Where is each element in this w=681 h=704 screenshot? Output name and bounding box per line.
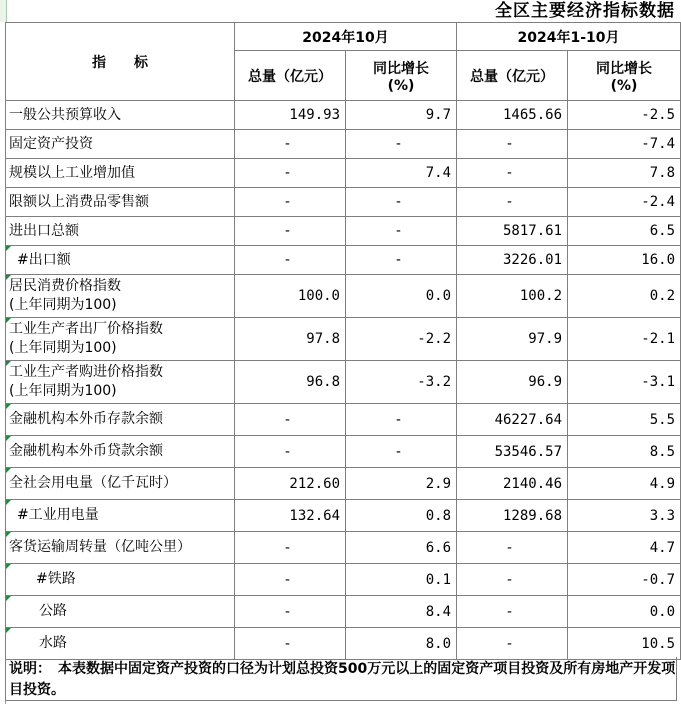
indicator-name-cell[interactable] [6,246,235,275]
cell-comment-marker-icon [6,404,11,409]
ytd-yoy-cell[interactable]: -2.1 [568,318,681,361]
header-row-periods [6,23,681,51]
period-month-header[interactable]: 2024年10月 [235,23,457,51]
indicator-name: 限额以上消费品零售额 [9,193,149,210]
indicator-name: #工业用电量 [17,507,99,523]
sheet-title: 全区主要经济指标数据 [495,1,675,21]
ytd-yoy-cell[interactable]: 3.3 [568,500,681,532]
yoy-label: 同比增长 [596,60,653,77]
ytd-total-cell[interactable]: 2140.46 [457,468,568,500]
table-row [6,318,681,361]
indicator-table [5,22,681,660]
indicator-name: 一般公共预算收入 [9,106,121,123]
table-row [6,217,681,246]
ytd-total-cell[interactable]: - [457,532,568,564]
cell-comment-marker-icon [6,564,11,569]
indicator-name: 工业生产者购进价格指数 [9,364,163,380]
indicator-name-cell[interactable] [6,596,235,628]
month-total-cell[interactable]: - [235,246,346,275]
ytd-yoy-header[interactable] [568,51,681,101]
month-yoy-cell[interactable]: 9.7 [346,101,457,130]
month-total-cell[interactable]: - [235,436,346,468]
month-yoy-cell[interactable]: 7.4 [346,159,457,188]
indicator-name-note: (上年同期为100) [9,340,117,356]
month-yoy-cell[interactable]: - [346,217,457,246]
ytd-yoy-cell[interactable]: 4.9 [568,468,681,500]
table-row [6,500,681,532]
indicator-name-cell[interactable] [6,130,235,159]
ytd-total-cell[interactable]: 1465.66 [457,101,568,130]
ytd-yoy-cell[interactable]: -2.5 [568,101,681,130]
table-row [6,101,681,130]
month-yoy-cell[interactable]: -3.2 [346,361,457,404]
indicator-name: 居民消费价格指数 [9,278,121,294]
indicator-name: #铁路 [36,571,76,587]
month-yoy-cell[interactable]: 0.1 [346,564,457,596]
indicator-name-cell[interactable] [6,532,235,564]
cell-comment-marker-icon [6,468,11,473]
ytd-yoy-cell[interactable]: -2.4 [568,188,681,217]
month-yoy-cell[interactable]: 8.4 [346,596,457,628]
table-row [6,188,681,217]
ytd-yoy-cell[interactable]: -0.7 [568,564,681,596]
table-row [6,436,681,468]
table-row [6,628,681,660]
ytd-total-header[interactable]: 总量（亿元） [457,51,568,101]
indicator-name-cell[interactable] [6,217,235,246]
ytd-yoy-cell[interactable]: 6.5 [568,217,681,246]
table-row [6,130,681,159]
table-row [6,596,681,628]
ytd-yoy-cell[interactable]: 16.0 [568,246,681,275]
indicator-name-cell[interactable] [6,101,235,130]
month-total-cell[interactable]: - [235,404,346,436]
indicator-name-cell[interactable] [6,436,235,468]
ytd-yoy-cell[interactable]: 10.5 [568,628,681,660]
table-row [6,246,681,275]
indicator-name-cell[interactable] [6,564,235,596]
month-yoy-cell[interactable]: 0.8 [346,500,457,532]
month-total-cell[interactable]: 100.0 [235,275,346,318]
ytd-total-cell[interactable]: 1289.68 [457,500,568,532]
indicator-name: 金融机构本外币贷款余额 [9,443,163,459]
indicator-name: 全社会用电量（亿千瓦时） [9,475,177,491]
ytd-total-cell[interactable]: 5817.61 [457,217,568,246]
yoy-label: 同比增长 [373,60,429,77]
month-total-cell[interactable]: - [235,532,346,564]
month-total-cell[interactable]: - [235,159,346,188]
table-row [6,532,681,564]
ytd-total-cell[interactable]: - [457,564,568,596]
ytd-total-cell[interactable]: - [457,188,568,217]
title-row [0,0,681,23]
yoy-unit: (%) [610,77,638,94]
cell-comment-marker-icon [6,500,11,505]
cell-comment-marker-icon [6,436,11,441]
month-total-cell[interactable]: 97.8 [235,318,346,361]
ytd-yoy-cell[interactable]: 4.7 [568,532,681,564]
month-total-cell[interactable]: 149.93 [235,101,346,130]
cell-comment-marker-icon [6,628,11,633]
month-total-cell[interactable]: 212.60 [235,468,346,500]
ytd-total-cell[interactable]: 53546.57 [457,436,568,468]
indicator-name: 客货运输周转量（亿吨公里） [9,539,191,555]
yoy-unit: (%) [387,77,415,94]
ytd-yoy-cell[interactable]: 7.8 [568,159,681,188]
month-yoy-cell[interactable]: 0.0 [346,275,457,318]
indicator-name-note: (上年同期为100) [9,383,117,399]
indicator-name: 工业生产者出厂价格指数 [9,321,163,337]
ytd-total-cell[interactable]: - [457,596,568,628]
indicator-name-cell[interactable] [6,275,235,318]
month-yoy-cell[interactable]: 6.6 [346,532,457,564]
indicator-name-note: (上年同期为100) [9,297,117,313]
ytd-yoy-cell[interactable]: -7.4 [568,130,681,159]
month-yoy-cell[interactable]: 2.9 [346,468,457,500]
month-yoy-cell[interactable]: - [346,404,457,436]
ytd-yoy-cell[interactable]: -3.1 [568,361,681,404]
month-yoy-cell[interactable]: - [346,188,457,217]
month-yoy-cell[interactable]: 8.0 [346,628,457,660]
period-ytd-header[interactable]: 2024年1-10月 [457,23,681,51]
ytd-total-cell[interactable]: 97.9 [457,318,568,361]
cell-comment-marker-icon [6,246,11,251]
indicator-name: 金融机构本外币存款余额 [9,411,163,427]
indicator-name-cell[interactable] [6,404,235,436]
ytd-yoy-cell[interactable]: 8.5 [568,436,681,468]
ytd-yoy-cell[interactable]: 5.5 [568,404,681,436]
indicator-name: #出口额 [17,251,71,268]
indicator-name-cell[interactable] [6,628,235,660]
ytd-total-cell[interactable]: - [457,628,568,660]
cell-comment-marker-icon [6,275,11,280]
cell-comment-marker-icon [6,318,11,323]
ytd-yoy-cell[interactable]: 0.2 [568,275,681,318]
indicator-name-cell[interactable] [6,468,235,500]
month-total-header[interactable]: 总量（亿元） [235,51,346,101]
month-total-cell[interactable]: - [235,188,346,217]
cell-comment-marker-icon [6,532,11,537]
table-row [6,361,681,404]
ytd-total-cell[interactable]: - [457,159,568,188]
table-row [6,159,681,188]
month-yoy-cell[interactable]: - [346,130,457,159]
month-yoy-cell[interactable]: - [346,246,457,275]
ytd-total-cell[interactable]: - [457,130,568,159]
footnote[interactable]: 说明： 本表数据中固定资产投资的口径为计划总投资500万元以上的固定资产项目投资及所有房地产开发项目投资。 [5,657,677,701]
ytd-total-cell[interactable]: 46227.64 [457,404,568,436]
ytd-yoy-cell[interactable]: 0.0 [568,596,681,628]
indicator-name-cell[interactable] [6,318,235,361]
month-yoy-cell[interactable]: - [346,436,457,468]
month-total-cell[interactable]: - [235,217,346,246]
indicator-name-cell[interactable] [6,361,235,404]
month-total-cell[interactable]: 132.64 [235,500,346,532]
table-row [6,564,681,596]
indicator-name: 规模以上工业增加值 [9,164,135,181]
cell-comment-marker-icon [6,361,11,366]
indicator-name: 公路 [39,603,67,619]
indicator-header[interactable]: 指 标 [6,23,235,101]
month-yoy-cell[interactable]: -2.2 [346,318,457,361]
month-total-cell[interactable]: - [235,564,346,596]
month-total-cell[interactable]: - [235,596,346,628]
month-total-cell[interactable]: - [235,130,346,159]
month-total-cell[interactable]: - [235,628,346,660]
indicator-name-cell[interactable] [6,188,235,217]
cell-comment-marker-icon [6,596,11,601]
table-row [6,468,681,500]
table-row [6,404,681,436]
indicator-name: 固定资产投资 [9,135,93,152]
ytd-total-cell[interactable]: 3226.01 [457,246,568,275]
ytd-total-cell[interactable]: 100.2 [457,275,568,318]
ytd-total-cell[interactable]: 96.9 [457,361,568,404]
indicator-name-cell[interactable] [6,500,235,532]
month-total-cell[interactable]: 96.8 [235,361,346,404]
indicator-name-cell[interactable] [6,159,235,188]
table-row [6,275,681,318]
row-header-edge [0,0,7,22]
indicator-name: 进出口总额 [9,222,79,239]
month-yoy-header[interactable] [346,51,457,101]
indicator-name: 水路 [39,635,67,651]
